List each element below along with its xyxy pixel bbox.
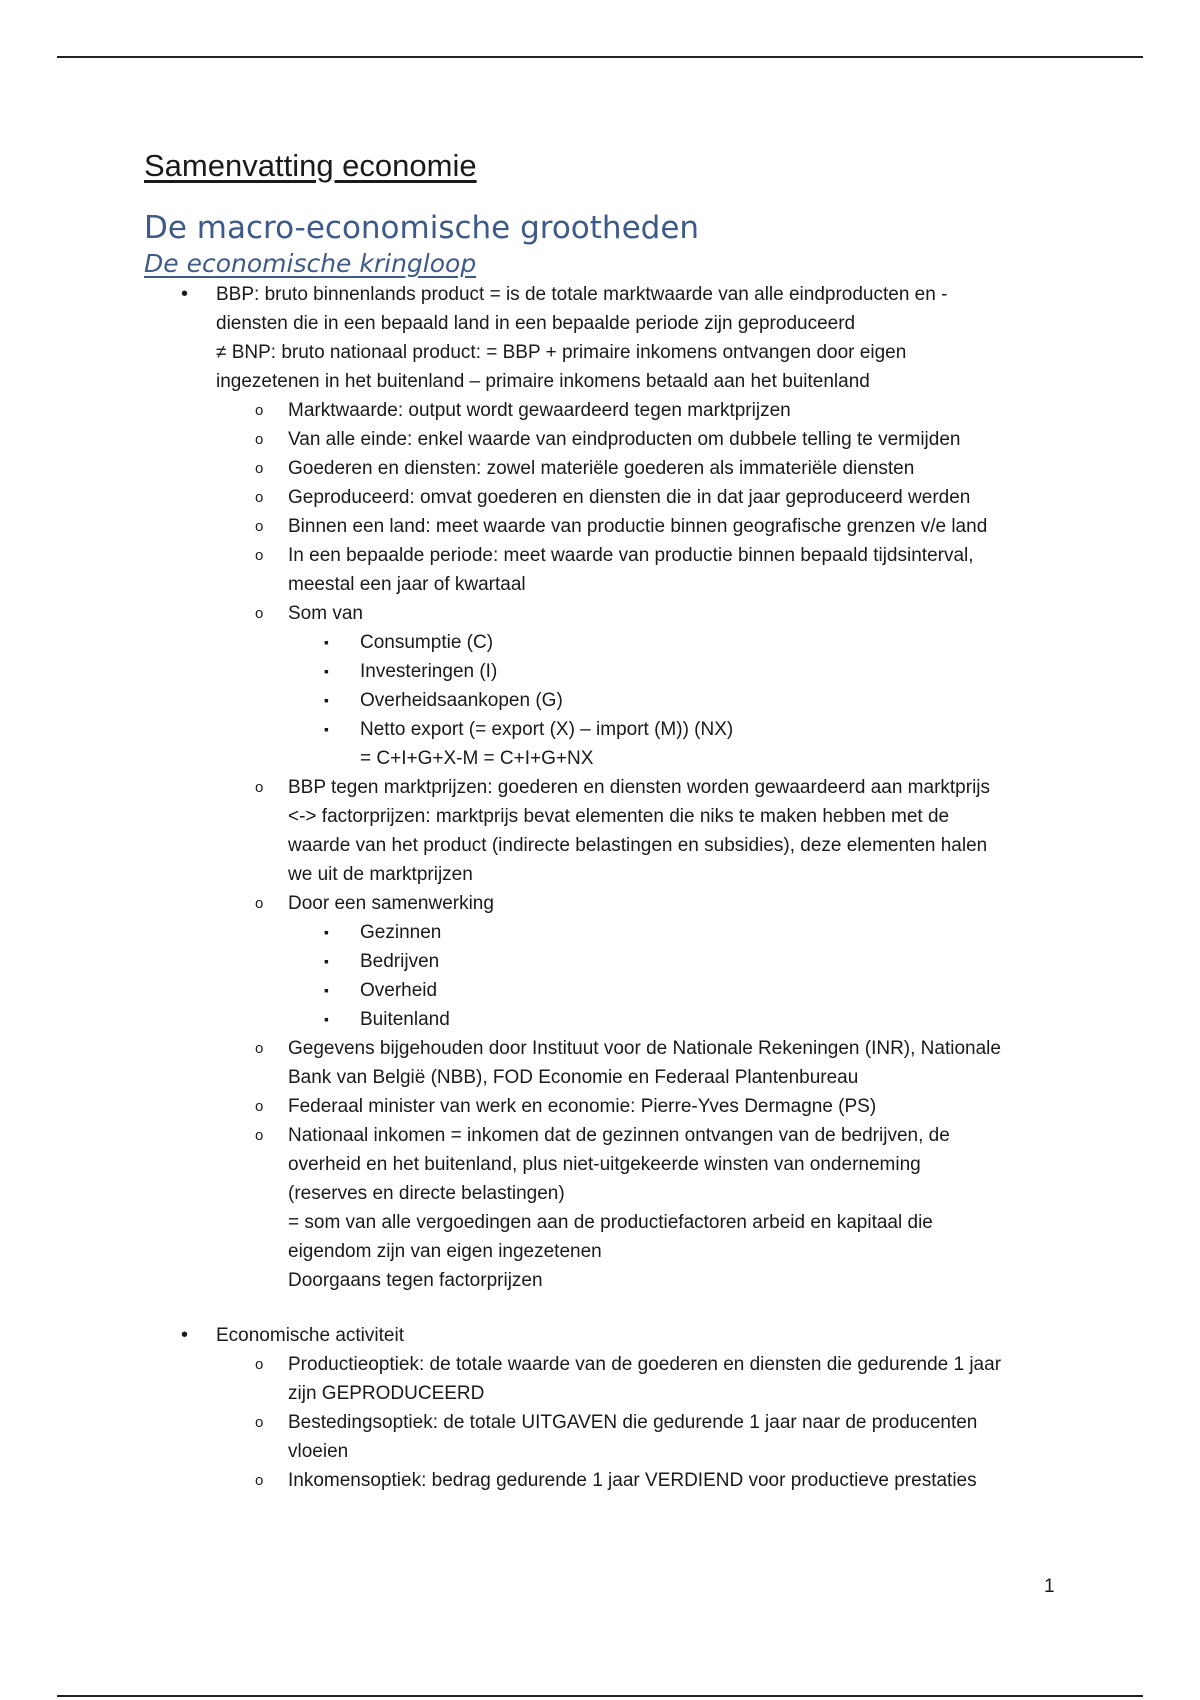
list-item: ▪ Overheid [360, 976, 1064, 1005]
document-title: Samenvatting economie [144, 148, 477, 183]
bbp-line-1: • BBP: bruto binnenlands product = is de totale marktwaarde van alle eindproducten en - [216, 284, 948, 305]
bbp-line-2: diensten die in een bepaald land in een bepaalde periode zijn geproduceerd [216, 313, 856, 334]
nationaal-inkomen-line-3: (reserves en directe belastingen) [288, 1183, 565, 1204]
samenwerking-label: o Door een samenwerking [288, 893, 494, 914]
som-van-label: o Som van [288, 603, 363, 624]
marktprijzen-line-2: <-> factorprijzen: marktprijs bevat elementen die niks te maken hebben met de [288, 806, 950, 827]
heading-macro-grootheden: De macro-economische grootheden [144, 210, 700, 246]
header-rule [57, 56, 1143, 58]
nationaal-inkomen-line-5: eigendom zijn van eigen ingezetenen [288, 1241, 602, 1262]
list-item: o Geproduceerd: omvat goederen en diensten die in dat jaar geproduceerd werden [288, 483, 1064, 512]
list-item: o Marktwaarde: output wordt gewaardeerd tegen marktprijzen [288, 396, 1064, 425]
nationaal-inkomen-line-1: o Nationaal inkomen = inkomen dat de gezinnen ontvangen van de bedrijven, de [288, 1125, 950, 1146]
list-item: ▪ Bedrijven [360, 947, 1064, 976]
document-body [144, 146, 1064, 1495]
nationaal-inkomen-line-4: = som van alle vergoedingen aan de productiefactoren arbeid en kapitaal die [288, 1212, 933, 1233]
list-item [288, 541, 1064, 599]
activiteit-label: • Economische activiteit [216, 1325, 404, 1346]
gegevens-line-1: o Gegevens bijgehouden door Instituut voor de Nationale Rekeningen (INR), Nationale [288, 1038, 1001, 1059]
list-item: ▪ Buitenland [360, 1005, 1064, 1034]
periode-line-2: meestal een jaar of kwartaal [288, 574, 526, 595]
heading-kringloop: De economische kringloop [144, 249, 477, 278]
samenwerking-sublist [360, 918, 1064, 1034]
list-item [288, 1034, 1064, 1092]
list-item: ▪ Consumptie (C) [360, 628, 1064, 657]
list-item: o Federaal minister van werk en economie: Pierre-Yves Dermagne (PS) [288, 1092, 1064, 1121]
list-item-activiteit [216, 1321, 1064, 1495]
productieoptiek-line-1: o Productieoptiek: de totale waarde van de goederen en diensten die gedurende 1 jaar [288, 1354, 1002, 1375]
list-item: ▪ Investeringen (I) [360, 657, 1064, 686]
bestedingsoptiek-line-2: vloeien [288, 1441, 349, 1462]
activiteit-sublist [288, 1350, 1064, 1495]
list-item [288, 773, 1064, 889]
list-item [360, 715, 1064, 773]
list-item: ▪ Overheidsaankopen (G) [360, 686, 1064, 715]
bestedingsoptiek-line-1: o Bestedingsoptiek: de totale UITGAVEN die gedurende 1 jaar naar de producenten [288, 1412, 978, 1433]
list-item-bbp [216, 280, 1064, 1295]
netto-export: ▪ Netto export (= export (X) – import (M)) (NX) [360, 719, 734, 740]
page-number: 1 [1044, 1576, 1055, 1597]
marktprijzen-line-3: waarde van het product (indirecte belastingen en subsidies), deze elementen halen [288, 835, 988, 856]
nationaal-inkomen-line-6: Doorgaans tegen factorprijzen [288, 1270, 543, 1291]
main-list [216, 280, 1064, 1295]
list-item: o Binnen een land: meet waarde van productie binnen geografische grenzen v/e land [288, 512, 1064, 541]
bbp-formula: = C+I+G+X-M = C+I+G+NX [360, 748, 594, 769]
bbp-sublist [288, 396, 1064, 1295]
list-item [288, 1350, 1064, 1408]
list-item: o Van alle einde: enkel waarde van eindproducten om dubbele telling te vermijden [288, 425, 1064, 454]
list-item: o Goederen en diensten: zowel materiële goederen als immateriële diensten [288, 454, 1064, 483]
marktprijzen-line-1: o BBP tegen marktprijzen: goederen en diensten worden gewaardeerd aan marktprijs [288, 777, 991, 798]
paragraph-gap [144, 1295, 1064, 1321]
productieoptiek-line-2: zijn GEPRODUCEERD [288, 1383, 485, 1404]
list-item: ▪ Gezinnen [360, 918, 1064, 947]
nationaal-inkomen-line-2: overheid en het buitenland, plus niet-uitgekeerde winsten van onderneming [288, 1154, 921, 1175]
som-van-sublist [360, 628, 1064, 773]
gegevens-line-2: Bank van België (NBB), FOD Economie en Federaal Plantenbureau [288, 1067, 859, 1088]
list-item [288, 599, 1064, 773]
bnp-line-2: ingezetenen in het buitenland – primaire inkomens betaald aan het buitenland [216, 371, 870, 392]
activiteit-list [216, 1321, 1064, 1495]
list-item [288, 1408, 1064, 1466]
list-item [288, 1121, 1064, 1295]
marktprijzen-line-4: we uit de marktprijzen [288, 864, 473, 885]
footer-rule [57, 1695, 1143, 1697]
list-item: o Inkomensoptiek: bedrag gedurende 1 jaar VERDIEND voor productieve prestaties [288, 1466, 1064, 1495]
bnp-line-1: ≠ BNP: bruto nationaal product: = BBP + primaire inkomens ontvangen door eigen [216, 342, 907, 363]
periode-line-1: o In een bepaalde periode: meet waarde van productie binnen bepaald tijdsinterval, [288, 545, 974, 566]
list-item [288, 889, 1064, 1034]
